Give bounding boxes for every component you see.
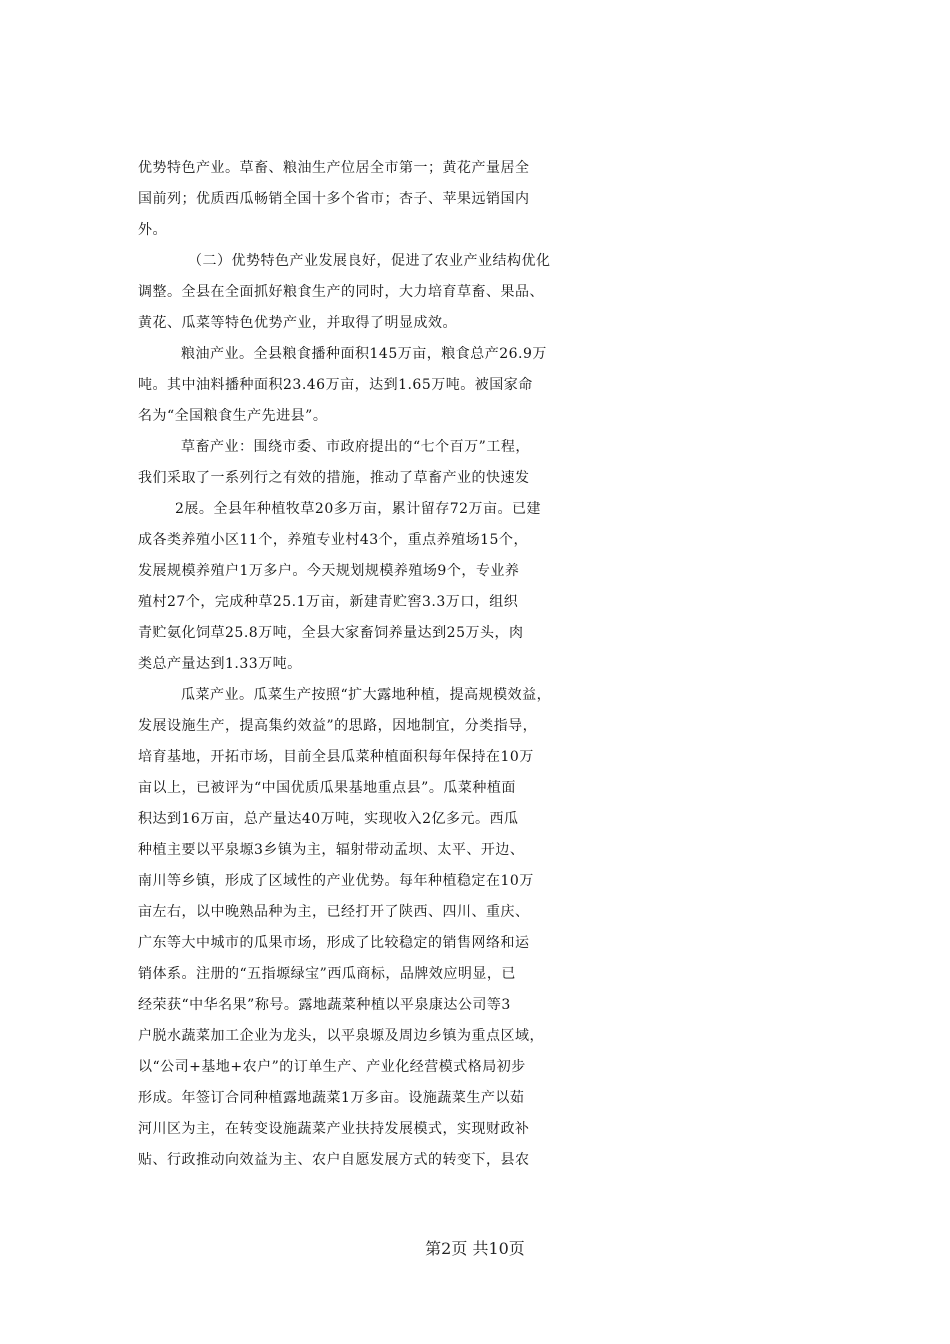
text-line: 名为“全国粮食生产先进县”。 <box>138 408 328 424</box>
text-line: 青贮氨化饲草25.8万吨，全县大家畜饲养量达到25万头，肉 <box>138 625 524 641</box>
text-line: 瓜菜产业。瓜菜生产按照“扩大露地种植，提高规模效益， <box>181 687 552 703</box>
text-line: 以“公司+基地+农户”的订单生产、产业化经营模式格局初步 <box>138 1059 526 1075</box>
text-line: 粮油产业。全县粮食播种面积145万亩，粮食总产26.9万 <box>181 346 547 362</box>
text-line: 2展。全县年种植牧草20多万亩，累计留存72万亩。已建 <box>175 501 542 517</box>
text-line: 发展设施生产，提高集约效益”的思路，因地制宜，分类指导， <box>138 718 538 734</box>
text-line: 发展规模养殖户1万多户。今天规划规模养殖场9个，专业养 <box>138 563 520 579</box>
text-line: 积达到16万亩，总产量达40万吨，实现收入2亿多元。西瓜 <box>138 811 519 827</box>
text-line: 吨。其中油料播种面积23.46万亩，达到1.65万吨。被国家命 <box>138 377 533 393</box>
text-line: 调整。全县在全面抓好粮食生产的同时，大力培育草畜、果品、 <box>138 284 544 300</box>
text-line: 优势特色产业。草畜、粮油生产位居全市第一；黄花产量居全 <box>138 160 530 176</box>
text-line: 成各类养殖小区11个，养殖专业村43个，重点养殖场15个， <box>138 532 528 548</box>
text-line: 广东等大中城市的瓜果市场，形成了比较稳定的销售网络和运 <box>138 935 530 951</box>
text-line: 黄花、瓜菜等特色优势产业，并取得了明显成效。 <box>138 315 457 331</box>
text-line: 我们采取了一系列行之有效的措施，推动了草畜产业的快速发 <box>138 470 530 486</box>
page-footer: 第2页 共10页 <box>425 1239 525 1258</box>
text-line: 类总产量达到1.33万吨。 <box>138 656 302 672</box>
text-line: 殖村27个，完成种草25.1万亩，新建青贮窖3.3万口，组织 <box>138 594 519 610</box>
text-line: 种植主要以平泉塬3乡镇为主，辐射带动孟坝、太平、开边、 <box>138 842 525 858</box>
text-line: 经荣获“中华名果”称号。露地蔬菜种植以平泉康达公司等3 <box>138 997 511 1013</box>
text-line: 河川区为主，在转变设施蔬菜产业扶持发展模式，实现财政补 <box>138 1121 530 1137</box>
text-line: （二）优势特色产业发展良好，促进了农业产业结构优化 <box>188 253 551 269</box>
text-line: 销体系。注册的“五指塬绿宝”西瓜商标，品牌效应明显，已 <box>138 966 516 982</box>
text-line: 形成。年签订合同种植露地蔬菜1万多亩。设施蔬菜生产以茹 <box>138 1090 525 1106</box>
text-line: 户脱水蔬菜加工企业为龙头，以平泉塬及周边乡镇为重点区域， <box>138 1028 544 1044</box>
text-line: 亩左右，以中晚熟品种为主，已经打开了陕西、四川、重庆、 <box>138 904 530 920</box>
text-line: 草畜产业：围绕市委、市政府提出的“七个百万”工程， <box>181 439 530 455</box>
text-line: 南川等乡镇，形成了区域性的产业优势。每年种植稳定在10万 <box>138 873 534 889</box>
text-line: 国前列；优质西瓜畅销全国十多个省市；杏子、苹果远销国内 <box>138 191 530 207</box>
text-line: 培育基地，开拓市场，目前全县瓜菜种植面积每年保持在10万 <box>138 749 534 765</box>
text-line: 贴、行政推动向效益为主、农户自愿发展方式的转变下，县农 <box>138 1152 530 1168</box>
text-line: 外。 <box>138 222 167 238</box>
text-line: 亩以上，已被评为“中国优质瓜果基地重点县”。瓜菜种植面 <box>138 780 516 796</box>
